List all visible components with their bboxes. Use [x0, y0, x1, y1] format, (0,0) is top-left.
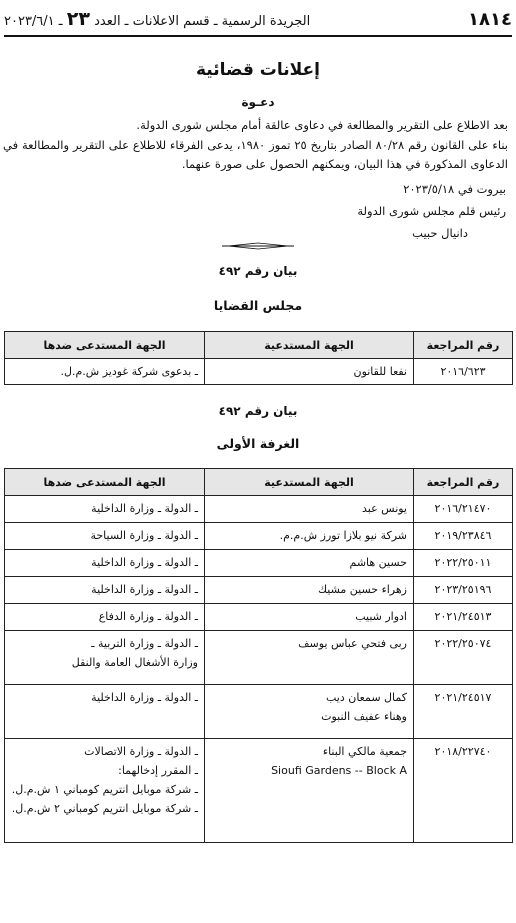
table-row	[5, 550, 513, 577]
table-row	[5, 359, 513, 385]
respondent	[5, 739, 205, 843]
respondent	[5, 631, 205, 685]
reference-number: ٢٠١٦/٦٢٣	[414, 359, 513, 385]
applicant-line: شركة نيو بلازا تورز ش.م.م.	[279, 529, 407, 542]
running-header	[4, 6, 512, 32]
reference-number: ٢٠٢٢/٢٥٠٧٤	[414, 631, 513, 685]
applicant-line: نفعا للقانون	[353, 365, 407, 378]
invitation-paragraph-1: بعد الاطلاع على التقرير والمطالعة في دعاوى عالقة أمام مجلس شورى الدولة.	[136, 118, 508, 132]
respondent-line: ـ الدولة ـ وزارة الدفاع	[98, 610, 198, 623]
applicant-line: ادوار شبيب	[355, 610, 407, 623]
respondent-line: ـ الدولة ـ وزارة السياحة	[90, 529, 198, 542]
publication-name: الجريدة الرسمية ـ قسم الاعلانات ـ العدد	[94, 14, 311, 29]
respondent	[5, 685, 205, 739]
reference-number: ٢٠١٦/٢١٤٧٠	[414, 496, 513, 523]
applicant-line: ربى فتحي عباس يوسف	[298, 637, 407, 650]
reference-number: ٢٠٢٢/٢٥٠١١	[414, 550, 513, 577]
respondent-line: ـ الدولة ـ وزارة الداخلية	[91, 583, 198, 596]
applicant-line: كمال سمعان ديب	[325, 691, 407, 704]
respondent-line: ـ المقرر إدخالهما:	[118, 764, 198, 777]
respondent-line: ـ الدولة ـ وزارة الداخلية	[91, 691, 198, 704]
place-date: بيروت في ٢٠٢٣/٥/١٨	[403, 182, 506, 196]
table-row	[5, 631, 513, 685]
reference-number: ٢٠٢١/٢٤٥١٧	[414, 685, 513, 739]
applicant	[205, 631, 414, 685]
applicant-line: وهناء عفيف النبوت	[321, 710, 407, 723]
column-header-reference: رقم المراجعة	[414, 332, 513, 359]
applicant	[205, 523, 414, 550]
table-row	[5, 604, 513, 631]
applicant-line: زهراء حسين مشيك	[317, 583, 407, 596]
respondent-line: ـ الدولة ـ وزارة الداخلية	[91, 502, 198, 515]
header-rule	[4, 35, 512, 37]
respondent-line: ـ الدولة ـ وزارة التربية ـ	[91, 637, 198, 650]
ornament-divider	[222, 242, 294, 250]
column-header-respondent: الجهة المستدعى ضدها	[5, 469, 205, 496]
applicant	[205, 550, 414, 577]
respondent	[5, 496, 205, 523]
reference-number: ٢٠١٩/٢٣٨٤٦	[414, 523, 513, 550]
statement-2-title: بيان رقم ٤٩٢	[218, 404, 298, 418]
respondent-line: ـ الدولة ـ وزارة الاتصالات	[84, 745, 198, 758]
respondent	[5, 577, 205, 604]
respondent	[5, 523, 205, 550]
applicant-line-wrap	[211, 761, 407, 780]
applicant	[205, 577, 414, 604]
respondent-line: ـ شركة موبايل انتريم كومباني ١ ش.م.ل.	[11, 783, 198, 796]
statement-2-table	[4, 468, 513, 843]
table-row	[5, 685, 513, 739]
respondent-line: ـ بدعوى شركة غوديز ش.م.ل.	[60, 365, 198, 378]
section-title: إعلانات قضائية	[195, 60, 320, 80]
applicant	[205, 604, 414, 631]
page-number: ١٨١٤	[468, 8, 512, 30]
column-header-applicant: الجهة المستدعية	[205, 469, 414, 496]
applicant	[205, 359, 414, 385]
reference-number: ٢٠٢١/٢٤٥١٣	[414, 604, 513, 631]
respondent	[5, 359, 205, 385]
reference-number: ٢٠٢٣/٢٥١٩٦	[414, 577, 513, 604]
signer-title: رئيس قلم مجلس شورى الدولة	[357, 204, 506, 218]
statement-1-title: بيان رقم ٤٩٢	[218, 264, 298, 278]
column-header-reference: رقم المراجعة	[414, 469, 513, 496]
applicant	[205, 496, 414, 523]
table-header-row	[5, 469, 513, 496]
applicant-line: حسين هاشم	[349, 556, 407, 569]
respondent	[5, 550, 205, 577]
respondent-line: وزارة الأشغال العامة والنقل	[71, 656, 198, 669]
signer-name: دانيال حبيب	[412, 226, 468, 240]
table-row	[5, 739, 513, 843]
issue-date: ـ ٢٠٢٣/٦/١	[4, 14, 63, 29]
statement-1-subtitle: مجلس القضايا	[213, 298, 303, 313]
applicant-line: جمعية مالكي البناء	[322, 745, 407, 758]
applicant	[205, 739, 414, 843]
table-header-row	[5, 332, 513, 359]
statement-2-subtitle: الغرفة الأولى	[216, 436, 300, 451]
column-header-respondent: الجهة المستدعى ضدها	[5, 332, 205, 359]
table-row	[5, 496, 513, 523]
table-row	[5, 523, 513, 550]
respondent-line: ـ الدولة ـ وزارة الداخلية	[91, 556, 198, 569]
applicant-line-latin: Sioufi Gardens -- Block A	[271, 764, 407, 777]
issue-number: ٢٣	[66, 8, 90, 30]
reference-number: ٢٠١٨/٢٢٧٤٠	[414, 739, 513, 843]
column-header-applicant: الجهة المستدعية	[205, 332, 414, 359]
statement-1-table	[4, 331, 513, 385]
respondent-line: ـ شركة موبايل انتريم كومباني ٢ ش.م.ل.	[11, 802, 198, 815]
table-row	[5, 577, 513, 604]
invitation-paragraph-2: بناء على القانون رقم ٨٠/٢٨ الصادر بتاريخ ٢٥ تموز ١٩٨٠، يدعى الفرقاء للاطلاع على التقرير والمطالعة في الدعاوى المذكورة في هذا البيان، ويمكنهم الحصول على صورة عنهما.	[3, 138, 509, 171]
applicant	[205, 685, 414, 739]
respondent	[5, 604, 205, 631]
invitation-title: دعـوة	[241, 95, 275, 109]
applicant-line: يونس عبد	[362, 502, 407, 515]
running-title	[4, 8, 310, 30]
